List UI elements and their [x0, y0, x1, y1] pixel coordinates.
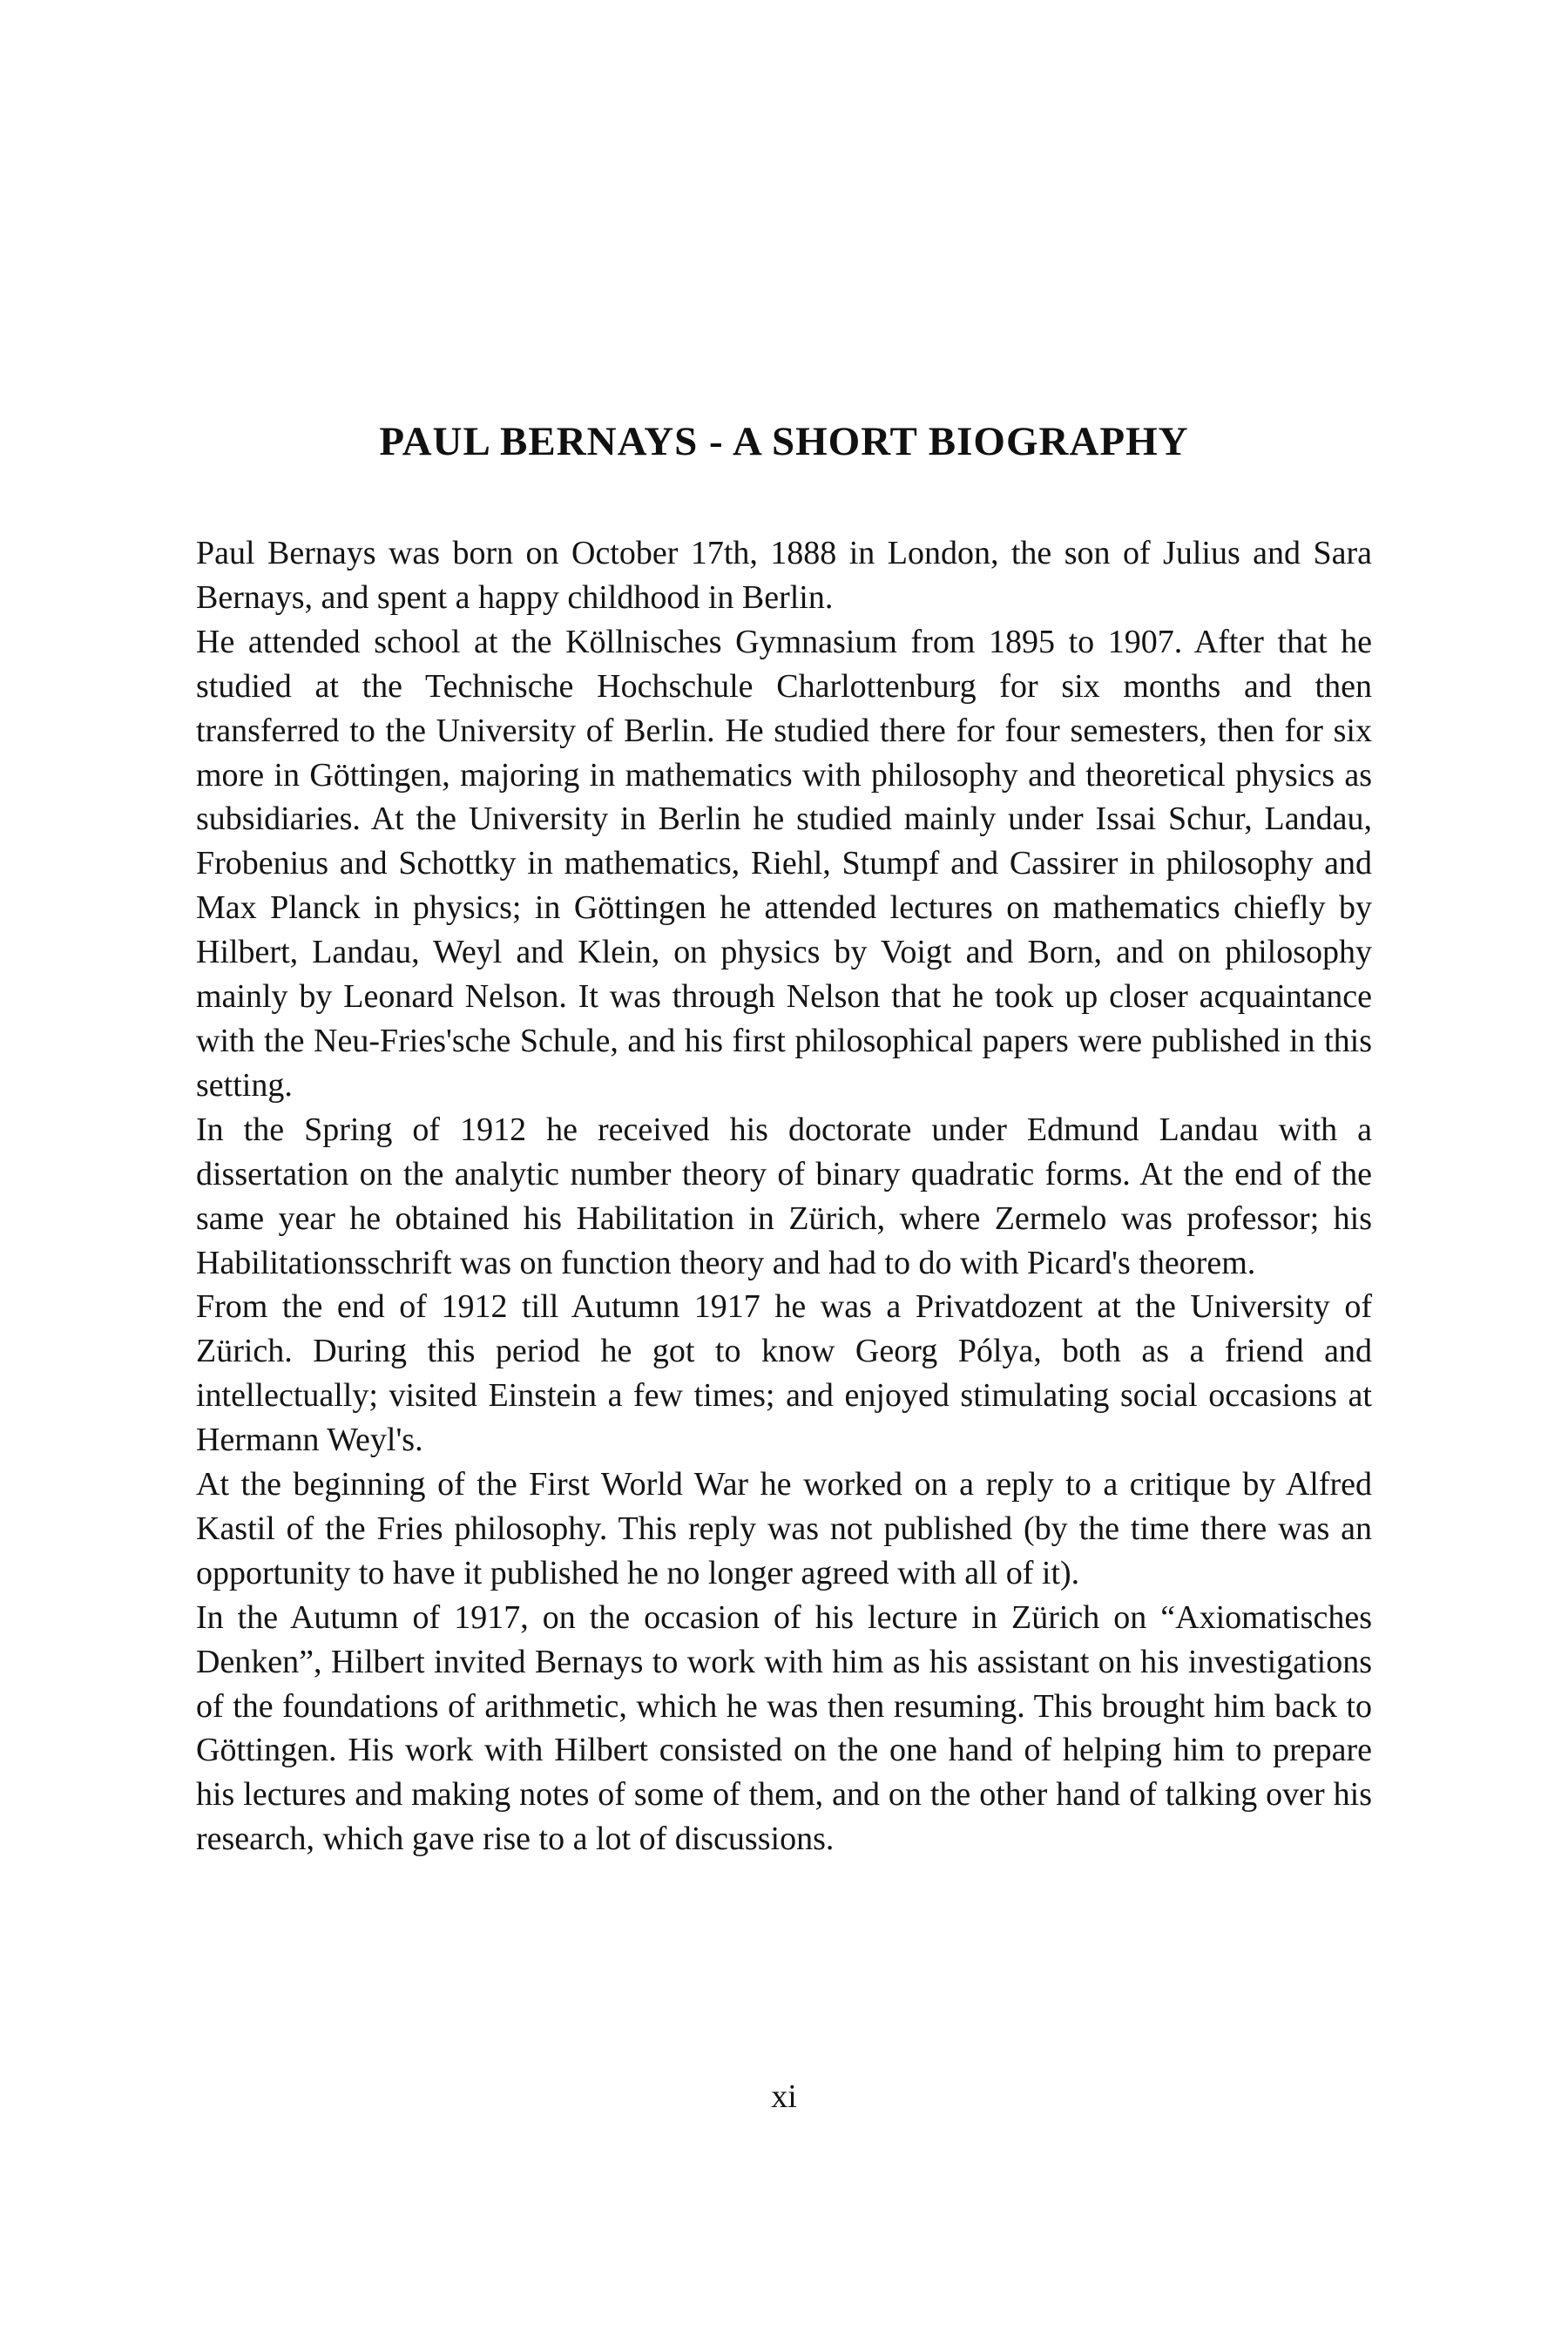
paragraph-birth: Paul Bernays was born on October 17th, 1888 in London, the son of Julius and Sara Bernays, and spent a happy childhood in Berlin. [196, 535, 1372, 616]
paragraph-war: At the beginning of the First World War he worked on a reply to a critique by Alfred Kastil of the Fries philosophy. This reply was not published (by the time there was an opportunity to have it published he no longer agreed with all of it). [196, 1466, 1372, 1591]
body-text [196, 531, 1372, 1861]
paragraph-doctorate: In the Spring of 1912 he received his doctorate under Edmund Landau with a dissertation on the analytic number theory of binary quadratic forms. At the end of the same year he obtained his Habilitation in Zürich, where Zermelo was professor; his Habilitationsschrift was on function theory and had to do with Picard's theorem. [196, 1111, 1372, 1281]
page-number: xi [771, 2078, 797, 2115]
page-title: PAUL BERNAYS - A SHORT BIOGRAPHY [379, 419, 1189, 464]
paragraph-education: He attended school at the Köllnisches Gymnasium from 1895 to 1907. After that he studied at the Technische Hochschule Charlottenburg for six months and then transferred to the University of Berlin. He studied there for four semesters, then for six more in Göttingen, majoring in mathematics with philosophy and theoretical physics as subsidiaries. At the University in Berlin he studied mainly under Issai Schur, Landau, Frobenius and Schottky in mathematics, Riehl, Stumpf and Cassirer in philosophy and Max Planck in physics; in Göttingen he attended lectures on mathematics chiefly by Hilbert, Landau, Weyl and Klein, on physics by Voigt and Born, and on philosophy mainly by Leonard Nelson. It was through Nelson that he took up closer acquaintance with the Neu-Fries'sche Schule, and his first philosophical papers were published in this setting. [196, 623, 1372, 1104]
paragraph-hilbert: In the Autumn of 1917, on the occasion of his lecture in Zürich on “Axiomatisches Denken”, Hilbert invited Bernays to work with him as his assistant on his investigations of the foundations of arithmetic, which he was then resuming. This brought him back to Göttingen. His work with Hilbert consisted on the one hand of helping him to prepare his lectures and making notes of some of them, and on the other hand of talking over his research, which gave rise to a lot of discussions. [196, 1598, 1372, 1858]
paragraph-zurich: From the end of 1912 till Autumn 1917 he was a Privatdozent at the University of Zürich. During this period he got to know Georg Pólya, both as a friend and intellectually; visited Einstein a few times; and enjoyed stimulating social occasions at Hermann Weyl's. [196, 1288, 1372, 1459]
